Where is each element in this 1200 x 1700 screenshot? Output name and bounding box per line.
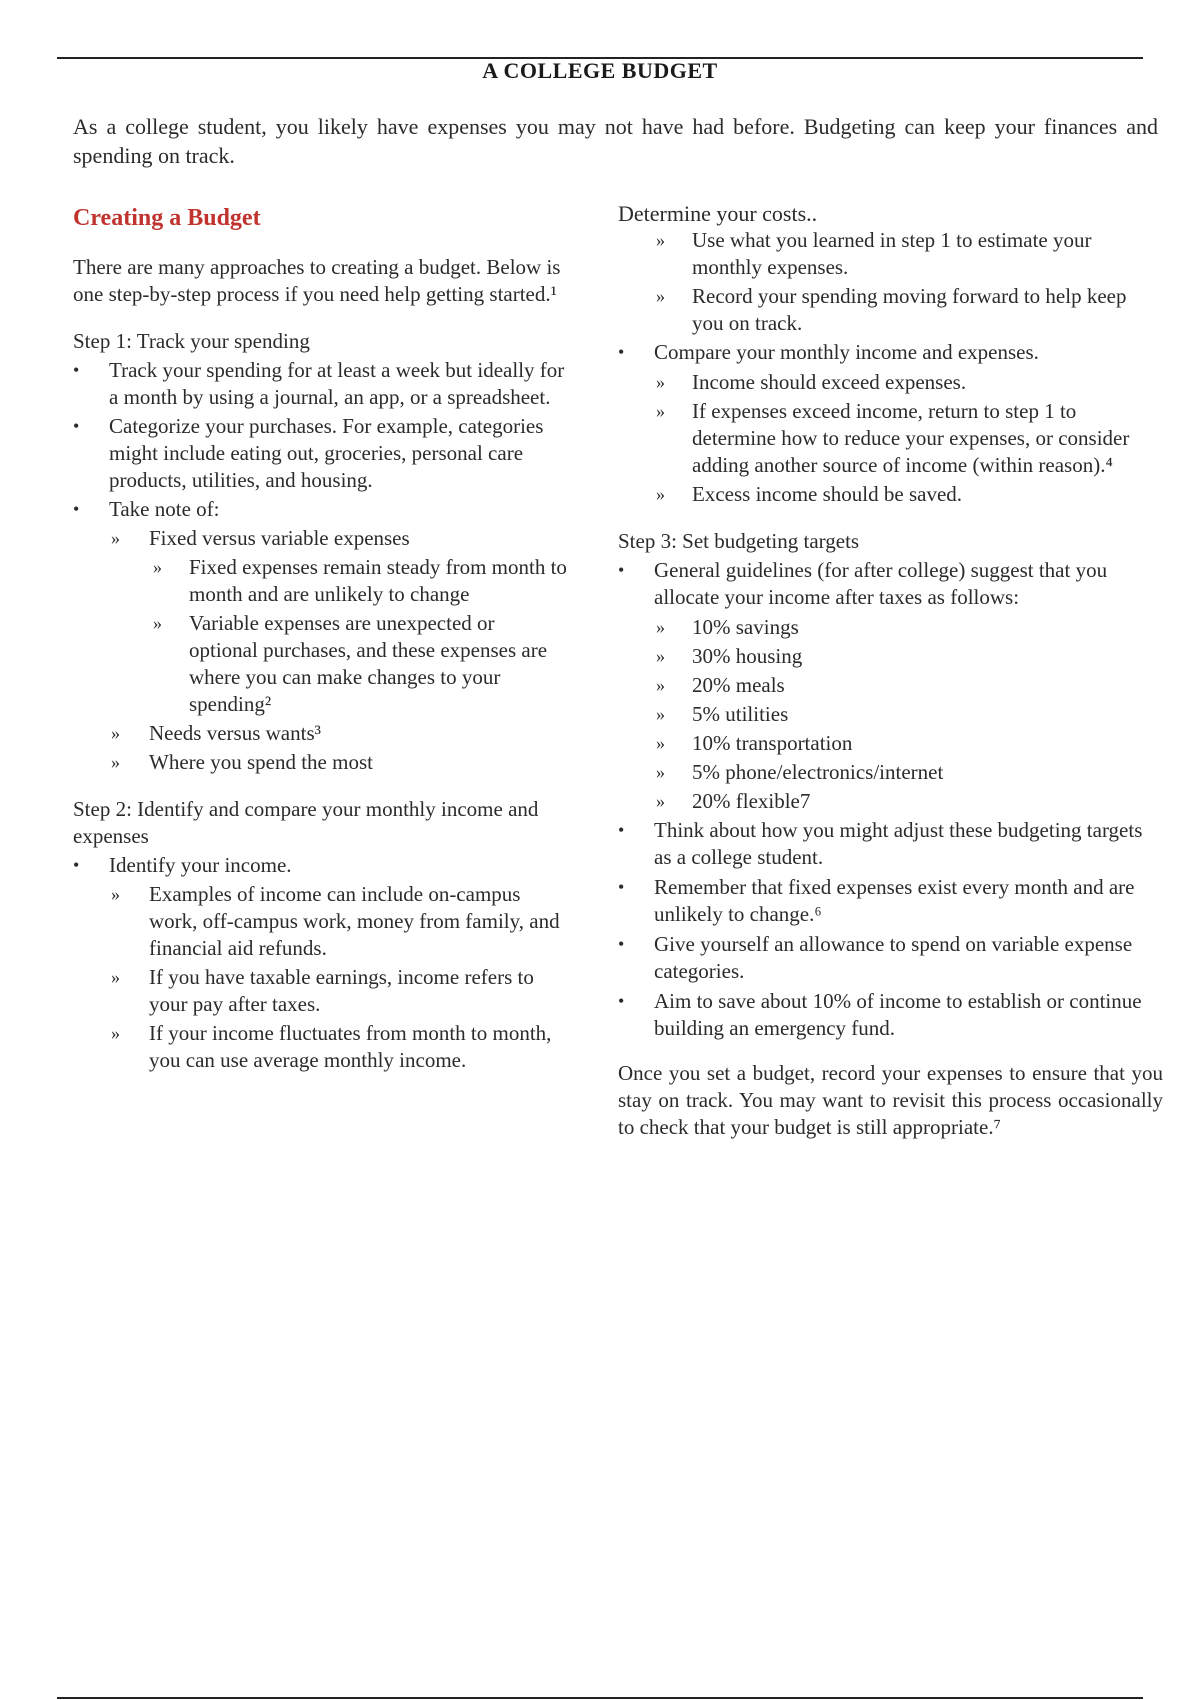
list-item: » Needs versus wants³ [73,720,568,747]
list-item: • Compare your monthly income and expenses. [618,339,1163,366]
step-1-title: Step 1: Track your spending [73,329,310,353]
step-1-list [73,357,568,776]
list-item: » If you have taxable earnings, income refers to your pay after taxes. [73,964,568,1018]
list-item: • Remember that fixed expenses exist every month and are unlikely to change.⁶ [618,874,1163,928]
list-item: » Income should exceed expenses. [618,369,1163,396]
closing-paragraph: Once you set a budget, record your expenses to ensure that you stay on track. You may want to revisit this process occasionally to check that your budget is still appropriate.⁷ [618,1061,1163,1139]
list-item: » Record your spending moving forward to help keep you on track. [618,283,1163,337]
section-heading: Creating a Budget [73,205,261,231]
allocation-item: » 30% housing [618,643,1163,670]
list-item: » Fixed versus variable expenses [73,525,568,552]
costs-list [618,227,1163,508]
allocation-item: » 20% meals [618,672,1163,699]
list-item: • Aim to save about 10% of income to establish or continue building an emergency fund. [618,988,1163,1042]
determine-costs-title: Determine your costs.. [618,201,818,226]
allocation-item: » 5% utilities [618,701,1163,728]
list-item: • General guidelines (for after college) suggest that you allocate your income after taxes as follows: [618,557,1163,611]
list-item: » If your income fluctuates from month to month, you can use average monthly income. [73,1020,568,1074]
intro-paragraph: As a college student, you likely have expenses you may not have had before. Budgeting can keep your finances and spending on track. [73,114,1158,168]
allocation-item: » 10% savings [618,614,1163,641]
list-item: » Variable expenses are unexpected or optional purchases, and these expenses are where you can make changes to your spending² [73,610,568,718]
list-item: • Think about how you might adjust these budgeting targets as a college student. [618,817,1163,871]
bottom-rule [57,1697,1143,1699]
list-item: • Track your spending for at least a week but ideally for a month by using a journal, an app, or a spreadsheet. [73,357,568,411]
step-2-list [73,852,568,1074]
list-item: » Excess income should be saved. [618,481,1163,508]
allocation-item: » 5% phone/electronics/internet [618,759,1163,786]
document-title: A COLLEGE BUDGET [482,58,718,83]
list-item: » Examples of income can include on-campus work, off-campus work, money from family, and financial aid refunds. [73,881,568,962]
list-item: • Identify your income. [73,852,568,879]
right-column [618,200,1163,1141]
list-item: » Use what you learned in step 1 to estimate your monthly expenses. [618,227,1163,281]
list-item: • Give yourself an allowance to spend on variable expense categories. [618,931,1163,985]
allocation-item: » 20% flexible7 [618,788,1163,815]
list-item: » If expenses exceed income, return to step 1 to determine how to reduce your expenses, or consider adding another source of income (within reason).⁴ [618,398,1163,479]
left-column [73,205,568,1076]
step-3-title: Step 3: Set budgeting targets [618,529,860,553]
list-item: » Where you spend the most [73,749,568,776]
step-2-title: Step 2: Identify and compare your monthly income and expenses [73,797,539,848]
creating-budget-intro: There are many approaches to creating a budget. Below is one step-by-step process if you need help getting started.¹ [73,255,561,306]
list-item: • Categorize your purchases. For example, categories might include eating out, groceries, personal care products, utilities, and housing. [73,413,568,494]
list-item: • Take note of: [73,496,568,523]
step-3-list [618,557,1163,1042]
list-item: » Fixed expenses remain steady from month to month and are unlikely to change [73,554,568,608]
allocation-item: » 10% transportation [618,730,1163,757]
